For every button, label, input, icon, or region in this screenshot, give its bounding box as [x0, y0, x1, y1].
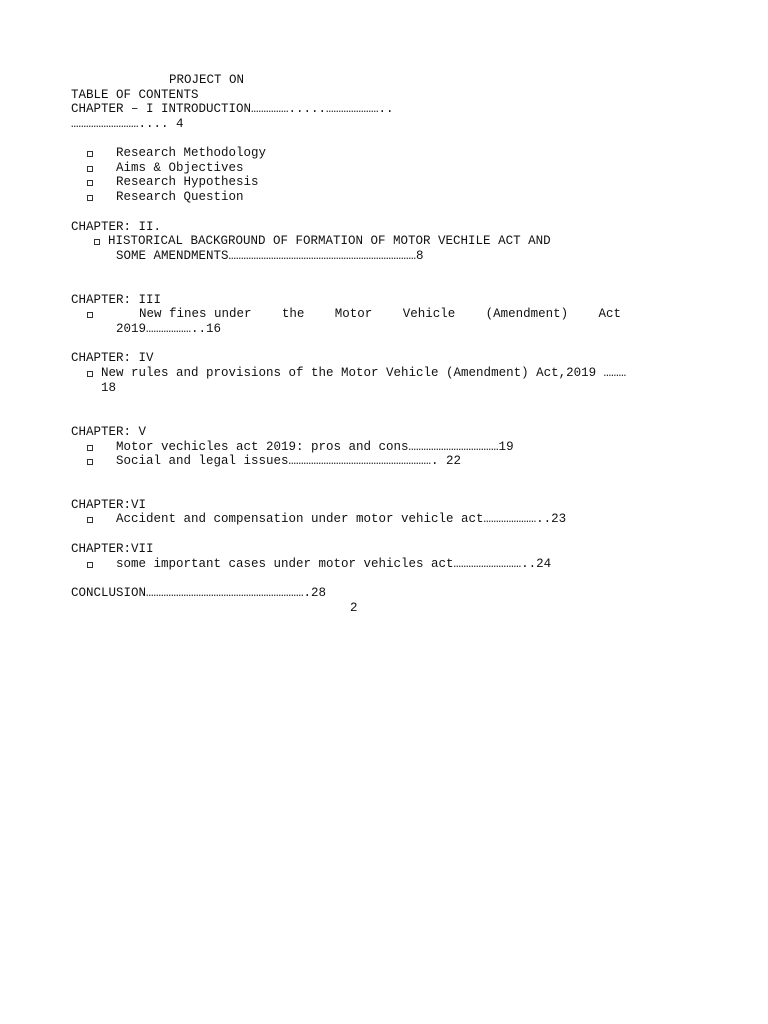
chapter-5-heading: CHAPTER: V	[71, 425, 147, 439]
chapter-6-item: Accident and compensation under motor vehicle act…………………..23	[116, 512, 567, 526]
chapter-4-heading: CHAPTER: IV	[71, 351, 154, 365]
chapter-4-item-page: 18	[101, 381, 117, 395]
chapter-3-heading: CHAPTER: III	[71, 293, 162, 307]
bullet-icon	[87, 195, 93, 201]
chapter-6-heading: CHAPTER:VI	[71, 498, 147, 512]
chapter-7-heading: CHAPTER:VII	[71, 542, 154, 556]
chapter-3-word: (Amendment)	[485, 307, 569, 321]
chapter-3-word: Act	[598, 307, 621, 321]
chapter-5-item: Motor vechicles act 2019: pros and cons………………………………19	[116, 440, 514, 454]
chapter-3-item	[139, 307, 621, 322]
toc-heading: TABLE OF CONTENTS	[71, 88, 199, 102]
bullet-icon	[94, 239, 100, 245]
chapter-1-entry: CHAPTER – I INTRODUCTION…………….....…………………..	[71, 102, 394, 116]
chapter-4-item: New rules and provisions of the Motor Vehicle (Amendment) Act,2019 ………	[101, 366, 627, 380]
bullet-icon	[87, 562, 93, 568]
bullet-icon	[87, 517, 93, 523]
bullet-icon	[87, 151, 93, 157]
bullet-icon	[87, 312, 93, 318]
page-number: 2	[350, 601, 358, 615]
bullet-icon	[87, 371, 93, 377]
chapter-2-heading: CHAPTER: II.	[71, 220, 162, 234]
chapter-1-item: Research Question	[116, 190, 244, 204]
chapter-1-page: ……………………….... 4	[71, 117, 184, 131]
chapter-3-word: the	[281, 307, 305, 321]
chapter-1-item: Aims & Objectives	[116, 161, 244, 175]
chapter-3-word: Motor	[334, 307, 373, 321]
bullet-icon	[87, 166, 93, 172]
project-title: PROJECT ON	[169, 73, 245, 87]
bullet-icon	[87, 459, 93, 465]
chapter-2-item: HISTORICAL BACKGROUND OF FORMATION OF MOTOR VECHILE ACT AND	[108, 234, 551, 248]
bullet-icon	[87, 180, 93, 186]
chapter-1-item: Research Hypothesis	[116, 175, 259, 189]
chapter-7-item: some important cases under motor vehicles act………………………..24	[116, 557, 552, 571]
chapter-2-item-page: SOME AMENDMENTS…………………………………………………………………8	[116, 249, 424, 263]
chapter-3-word: Vehicle	[402, 307, 456, 321]
bullet-icon	[87, 445, 93, 451]
conclusion-entry: CONCLUSION……………………………………………………….28	[71, 586, 327, 600]
chapter-3-item-page: 2019………………..16	[116, 322, 222, 336]
chapter-1-item: Research Methodology	[116, 146, 267, 160]
chapter-3-word: New fines under	[139, 307, 252, 321]
chapter-5-item: Social and legal issues…………………………………………………. 22	[116, 454, 462, 468]
